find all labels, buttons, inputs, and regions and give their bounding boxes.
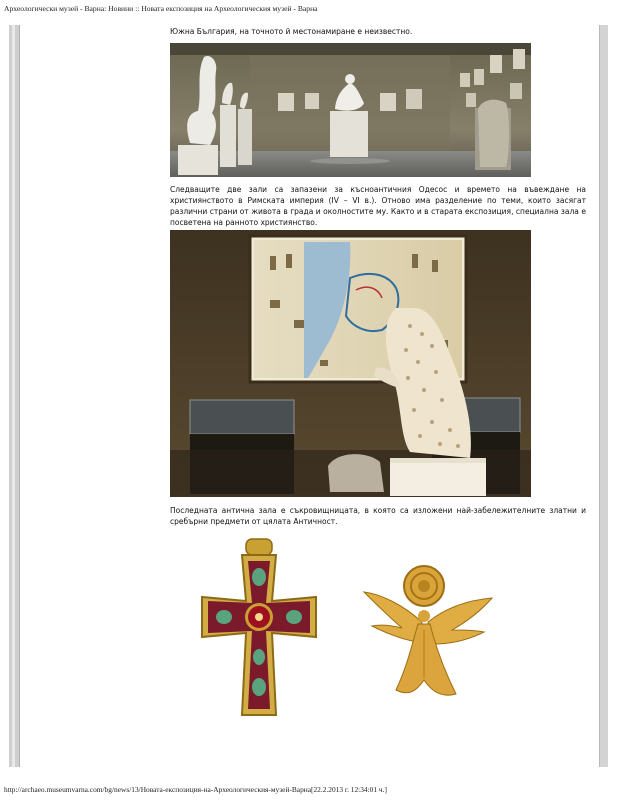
gold-eros-earring-photo [362, 560, 494, 705]
odessos-map-photo [170, 230, 531, 497]
intro-paragraph: Южна България, на точното й местонамиране е неизвестно. [170, 27, 413, 36]
gallery-hall-photo [170, 43, 531, 177]
gold-cross-photo [196, 537, 322, 720]
page-header-title: Археологически музей - Варна: Новини :: Новата експозиция на Археологическия музей - Варна [4, 4, 318, 13]
treasury-paragraph: Последната антична зала е съкровищницата, в която са изложени най-забележителните златни и сребърни предмети от цялата Античност. [170, 506, 586, 526]
page-footer-url: http://archaeo.museumvarna.com/bg/news/13/Новата-експозиция-на-Археологическия-музей-Варна[22.2.2013 г. 12:34:01 ч.] [4, 785, 387, 794]
right-frame-border [599, 25, 608, 767]
left-frame-border [9, 25, 20, 767]
late-antique-paragraph: Следващите две зали са запазени за късноантичния Одесос и времето на въвеждане на християнството в Римската империя (IV – VI в.). Отново има разделение по теми, които засягат различни страни от живота в града и околностите му. Както и в старата експозиция, специална зала е посветена на ранното християнство. [170, 185, 586, 227]
